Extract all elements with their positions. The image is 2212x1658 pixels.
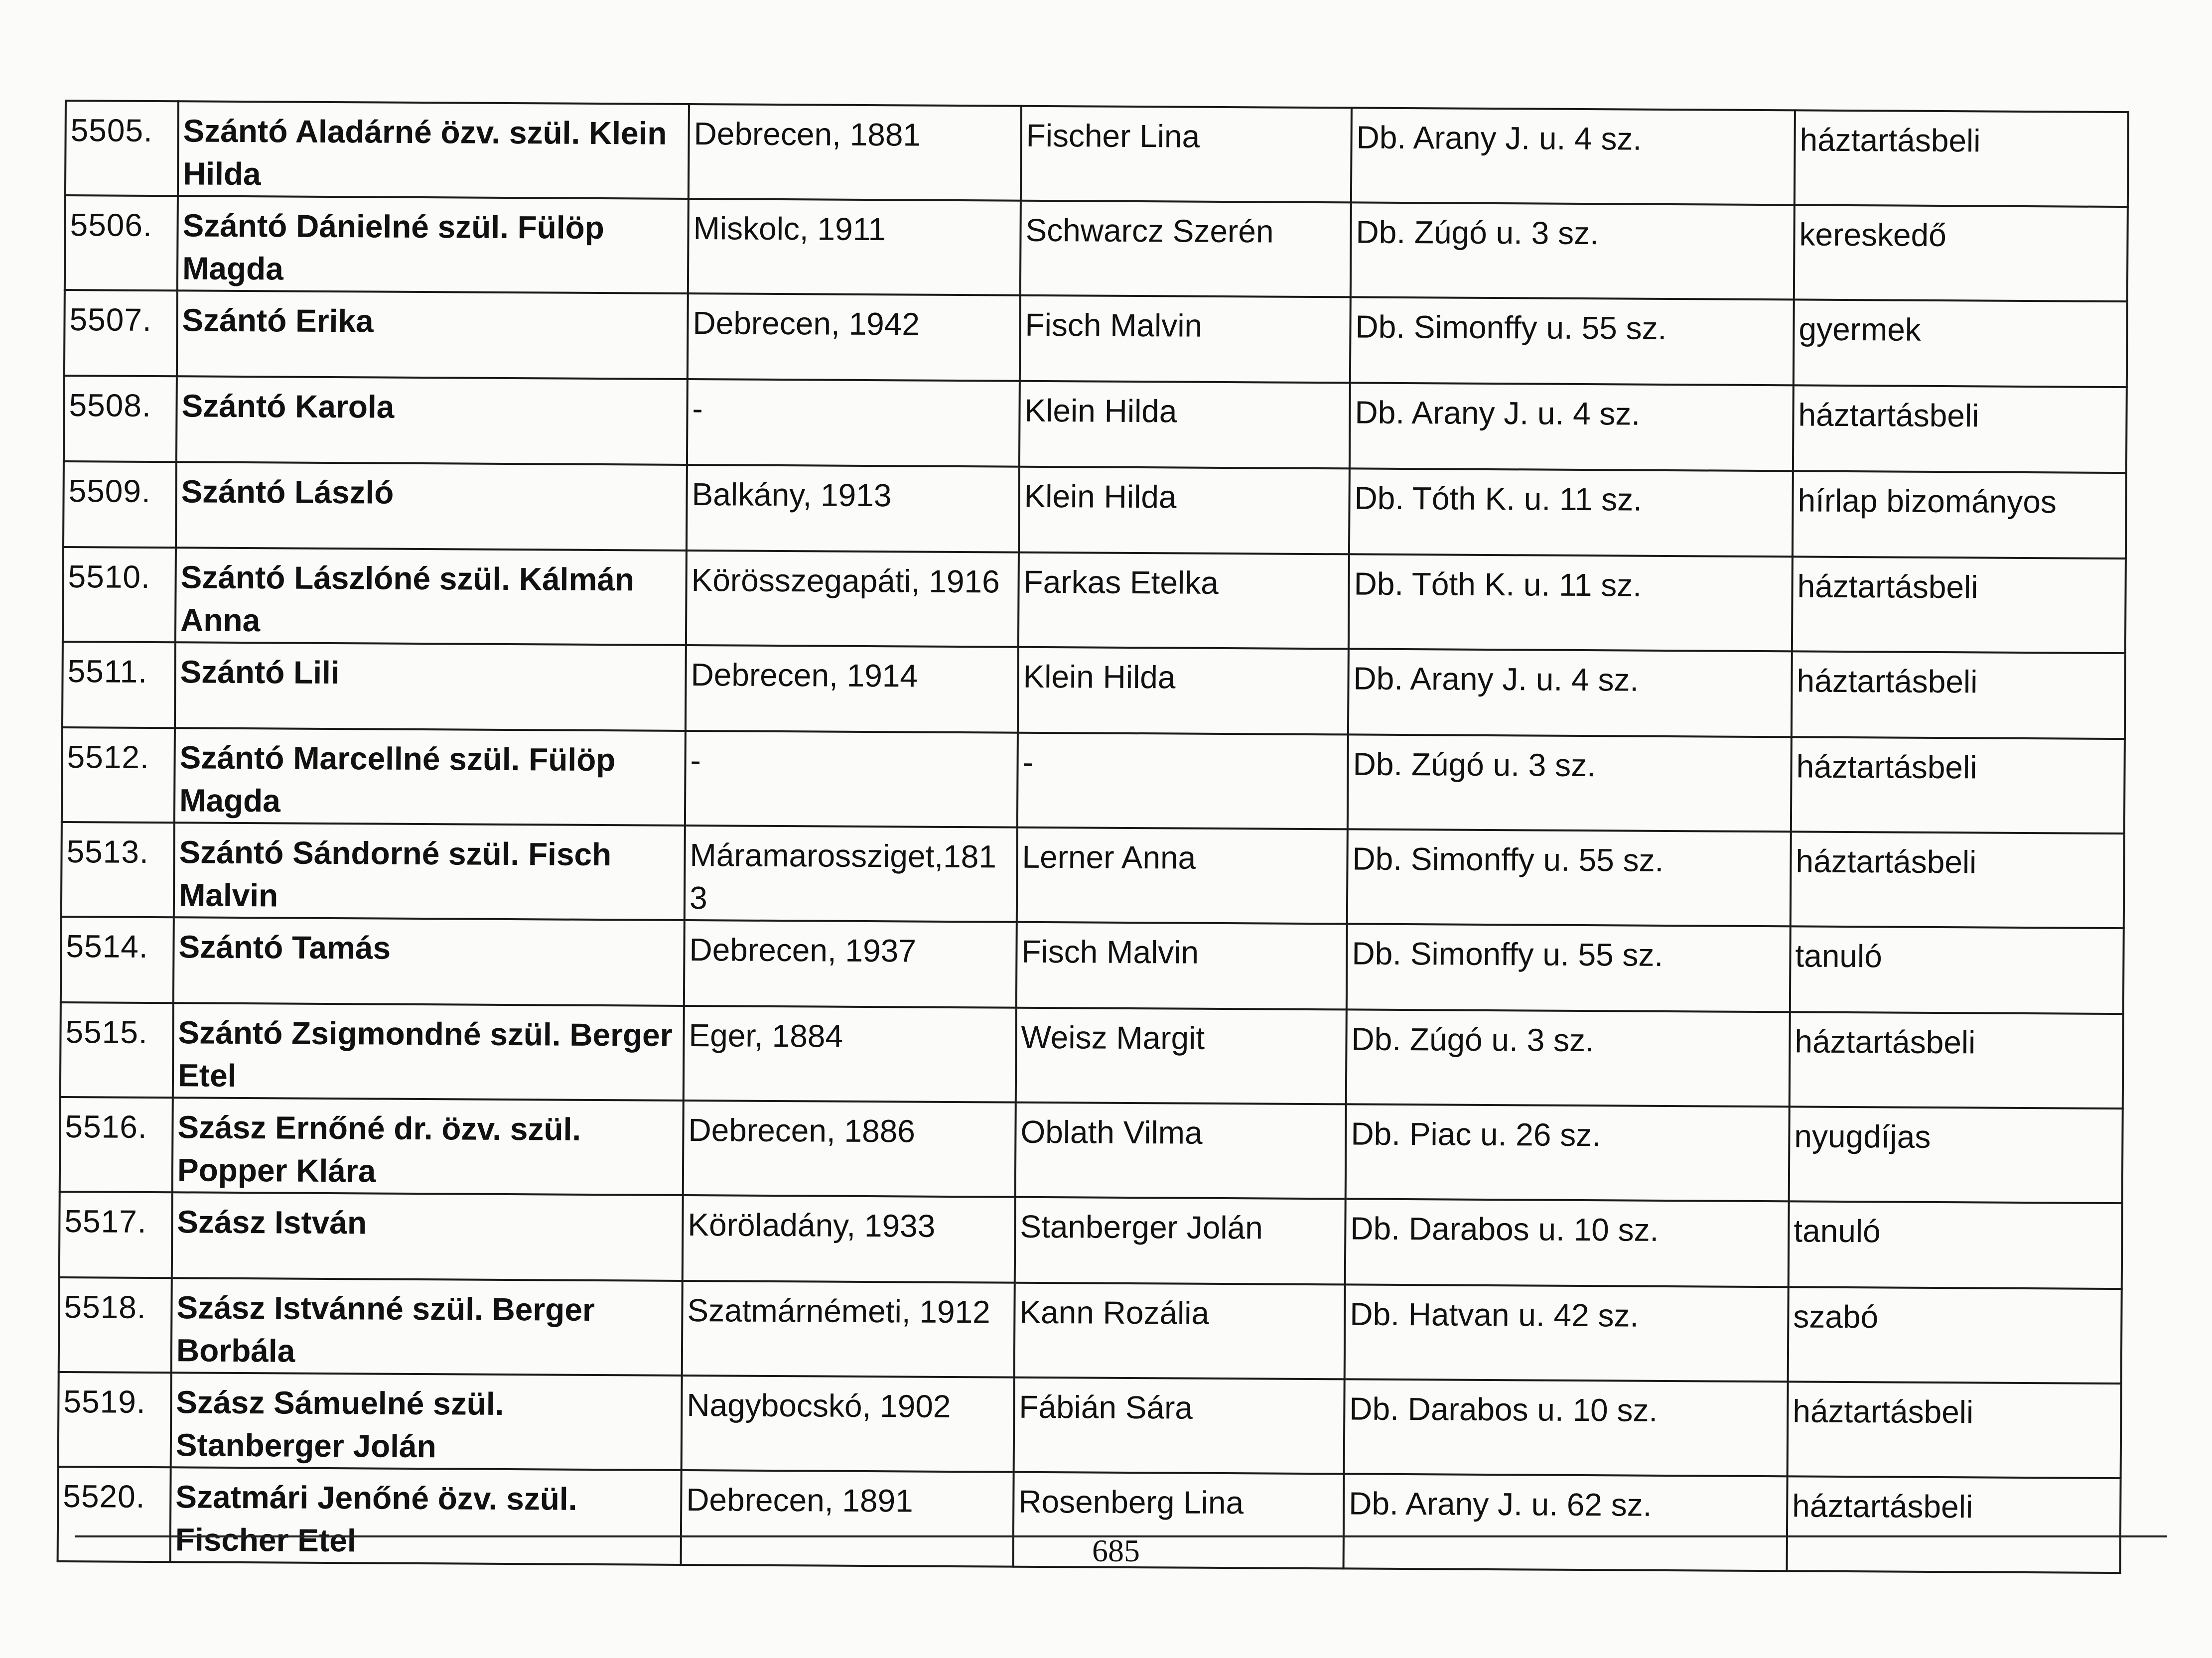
person-name-cell: Szatmári Jenőné özv. szül. Fischer Etel bbox=[170, 1467, 682, 1565]
birth-place-year-cell: - bbox=[687, 379, 1020, 467]
mother-name-cell: Schwarcz Szerén bbox=[1020, 201, 1351, 297]
mother-name-cell: Weisz Margit bbox=[1016, 1008, 1347, 1105]
mother-name-cell: Fischer Lina bbox=[1021, 106, 1352, 203]
person-name-cell: Szántó Marcellné szül. Fülöp Magda bbox=[174, 728, 686, 826]
birth-place-year-cell: Debrecen, 1886 bbox=[683, 1101, 1016, 1197]
person-name-cell: Szántó Lili bbox=[175, 642, 686, 731]
record-number-cell: 5515. bbox=[60, 1002, 173, 1098]
occupation-cell: háztartásbeli bbox=[1792, 556, 2126, 653]
birth-place-year-cell: Körösszegapáti, 1916 bbox=[686, 551, 1019, 647]
table-row bbox=[61, 822, 2124, 928]
mother-name-cell: Lerner Anna bbox=[1017, 828, 1348, 924]
person-name-cell: Szántó Karola bbox=[176, 376, 688, 465]
address-cell: Db. Tóth K. u. 11 sz. bbox=[1349, 554, 1793, 651]
person-name-cell: Szász István bbox=[172, 1192, 683, 1281]
birth-place-year-cell: Debrecen, 1881 bbox=[689, 104, 1021, 201]
person-name-cell: Szántó Tamás bbox=[173, 917, 685, 1006]
occupation-cell: háztartásbeli bbox=[1788, 1382, 2121, 1478]
address-cell: Db. Arany J. u. 4 sz. bbox=[1348, 649, 1792, 737]
record-number-cell: 5505. bbox=[65, 101, 178, 196]
occupation-cell: hírlap bizományos bbox=[1793, 471, 2126, 558]
person-name-cell: Szántó Sándorné szül. Fisch Malvin bbox=[174, 823, 685, 920]
record-number-cell: 5513. bbox=[61, 822, 174, 917]
birth-place-year-cell: Máramarossziget,1813 bbox=[685, 826, 1017, 922]
mother-name-cell: Fisch Malvin bbox=[1020, 295, 1351, 383]
occupation-cell: háztartásbeli bbox=[1793, 385, 2127, 473]
register-sheet bbox=[57, 100, 2127, 1574]
mother-name-cell: - bbox=[1017, 733, 1348, 829]
record-number-cell: 5516. bbox=[60, 1097, 173, 1192]
person-name-cell: Szántó Lászlóné szül. Kálmán Anna bbox=[175, 548, 687, 645]
table-row bbox=[64, 290, 2127, 387]
birth-place-year-cell: Debrecen, 1891 bbox=[681, 1470, 1014, 1567]
address-cell: Db. Arany J. u. 4 sz. bbox=[1351, 108, 1795, 205]
birth-place-year-cell: Eger, 1884 bbox=[684, 1006, 1016, 1103]
table-row bbox=[60, 1002, 2123, 1108]
occupation-cell: tanuló bbox=[1790, 926, 2124, 1014]
person-name-cell: Szántó Dánielné szül. Fülöp Magda bbox=[177, 196, 689, 293]
occupation-cell: háztartásbeli bbox=[1790, 1012, 2123, 1108]
address-cell: Db. Simonffy u. 55 sz. bbox=[1350, 297, 1794, 385]
table-row bbox=[62, 727, 2125, 833]
record-number-cell: 5519. bbox=[58, 1372, 171, 1467]
record-number-cell: 5511. bbox=[62, 642, 175, 728]
birth-place-year-cell: Nagybocskó, 1902 bbox=[682, 1376, 1014, 1472]
record-number-cell: 5518. bbox=[59, 1277, 172, 1373]
record-number-cell: 5507. bbox=[64, 290, 177, 376]
occupation-cell: nyugdíjas bbox=[1789, 1106, 2123, 1203]
mother-name-cell: Fábián Sára bbox=[1014, 1378, 1345, 1474]
record-number-cell: 5509. bbox=[63, 461, 176, 548]
mother-name-cell: Stanberger Jolán bbox=[1015, 1197, 1346, 1285]
mother-name-cell: Klein Hilda bbox=[1019, 467, 1350, 554]
mother-name-cell: Rosenberg Lina bbox=[1013, 1472, 1344, 1569]
record-number-cell: 5514. bbox=[61, 917, 174, 1003]
address-cell: Db. Piac u. 26 sz. bbox=[1346, 1104, 1790, 1201]
birth-place-year-cell: - bbox=[685, 731, 1018, 828]
address-cell: Db. Zúgó u. 3 sz. bbox=[1348, 734, 1792, 831]
person-name-cell: Szántó Zsigmondné szül. Berger Etel bbox=[173, 1003, 684, 1101]
table-row bbox=[63, 547, 2126, 653]
record-number-cell: 5506. bbox=[65, 195, 178, 290]
address-cell: Db. Darabos u. 10 sz. bbox=[1345, 1199, 1789, 1287]
record-number-cell: 5508. bbox=[64, 376, 177, 462]
person-name-cell: Szász Sámuelné szül. Stanberger Jolán bbox=[171, 1373, 682, 1470]
table-row bbox=[61, 917, 2124, 1014]
birth-place-year-cell: Debrecen, 1937 bbox=[684, 920, 1017, 1008]
record-number-cell: 5520. bbox=[58, 1467, 171, 1562]
address-cell: Db. Hatvan u. 42 sz. bbox=[1345, 1284, 1789, 1382]
occupation-cell: háztartásbeli bbox=[1795, 110, 2128, 207]
occupation-cell: gyermek bbox=[1794, 299, 2127, 387]
record-number-cell: 5512. bbox=[62, 727, 175, 823]
table-row bbox=[60, 1097, 2123, 1203]
address-cell: Db. Zúgó u. 3 sz. bbox=[1351, 202, 1795, 299]
mother-name-cell: Klein Hilda bbox=[1018, 647, 1349, 735]
occupation-cell: szabó bbox=[1788, 1287, 2122, 1383]
birth-place-year-cell: Köröladány, 1933 bbox=[683, 1195, 1015, 1283]
birth-place-year-cell: Debrecen, 1914 bbox=[686, 645, 1018, 733]
address-cell: Db. Arany J. u. 62 sz. bbox=[1344, 1474, 1788, 1571]
table-row bbox=[58, 1372, 2121, 1478]
mother-name-cell: Oblath Vilma bbox=[1015, 1103, 1346, 1199]
table-row bbox=[59, 1277, 2122, 1383]
occupation-cell: tanuló bbox=[1789, 1201, 2122, 1289]
table-row bbox=[65, 101, 2128, 207]
address-cell: Db. Darabos u. 10 sz. bbox=[1344, 1379, 1788, 1476]
table-row bbox=[64, 376, 2127, 473]
address-cell: Db. Simonffy u. 55 sz. bbox=[1347, 924, 1791, 1012]
address-cell: Db. Simonffy u. 55 sz. bbox=[1347, 829, 1791, 926]
page-number: 685 bbox=[1092, 1533, 1140, 1568]
occupation-cell: háztartásbeli bbox=[1792, 651, 2125, 739]
occupation-cell: háztartásbeli bbox=[1791, 831, 2124, 928]
address-cell: Db. Tóth K. u. 11 sz. bbox=[1349, 468, 1793, 556]
record-number-cell: 5510. bbox=[63, 547, 176, 642]
person-name-cell: Szántó Aladárné özv. szül. Klein Hilda bbox=[178, 101, 689, 199]
occupation-cell: kereskedő bbox=[1794, 205, 2128, 301]
birth-place-year-cell: Miskolc, 1911 bbox=[688, 199, 1021, 295]
record-number-cell: 5517. bbox=[59, 1192, 172, 1278]
person-name-cell: Szász Istvánné szül. Berger Borbála bbox=[171, 1278, 683, 1376]
birth-place-year-cell: Balkány, 1913 bbox=[687, 465, 1019, 553]
table-row bbox=[59, 1192, 2122, 1289]
mother-name-cell: Klein Hilda bbox=[1019, 381, 1350, 469]
occupation-cell: háztartásbeli bbox=[1791, 737, 2125, 833]
table-row bbox=[65, 195, 2128, 301]
occupation-cell: háztartásbeli bbox=[1787, 1476, 2121, 1573]
birth-place-year-cell: Szatmárnémeti, 1912 bbox=[682, 1281, 1015, 1378]
table-row bbox=[62, 642, 2125, 739]
register-table bbox=[57, 100, 2129, 1574]
register-body bbox=[58, 101, 2128, 1573]
mother-name-cell: Farkas Etelka bbox=[1018, 553, 1349, 649]
person-name-cell: Szász Ernőné dr. özv. szül. Popper Klára bbox=[172, 1098, 684, 1195]
mother-name-cell: Fisch Malvin bbox=[1016, 922, 1347, 1010]
person-name-cell: Szántó László bbox=[176, 462, 687, 551]
table-row bbox=[63, 461, 2126, 558]
address-cell: Db. Arany J. u. 4 sz. bbox=[1350, 383, 1794, 471]
mother-name-cell: Kann Rozália bbox=[1014, 1283, 1345, 1380]
birth-place-year-cell: Debrecen, 1942 bbox=[688, 293, 1020, 381]
address-cell: Db. Zúgó u. 3 sz. bbox=[1346, 1009, 1790, 1106]
person-name-cell: Szántó Erika bbox=[177, 290, 688, 379]
